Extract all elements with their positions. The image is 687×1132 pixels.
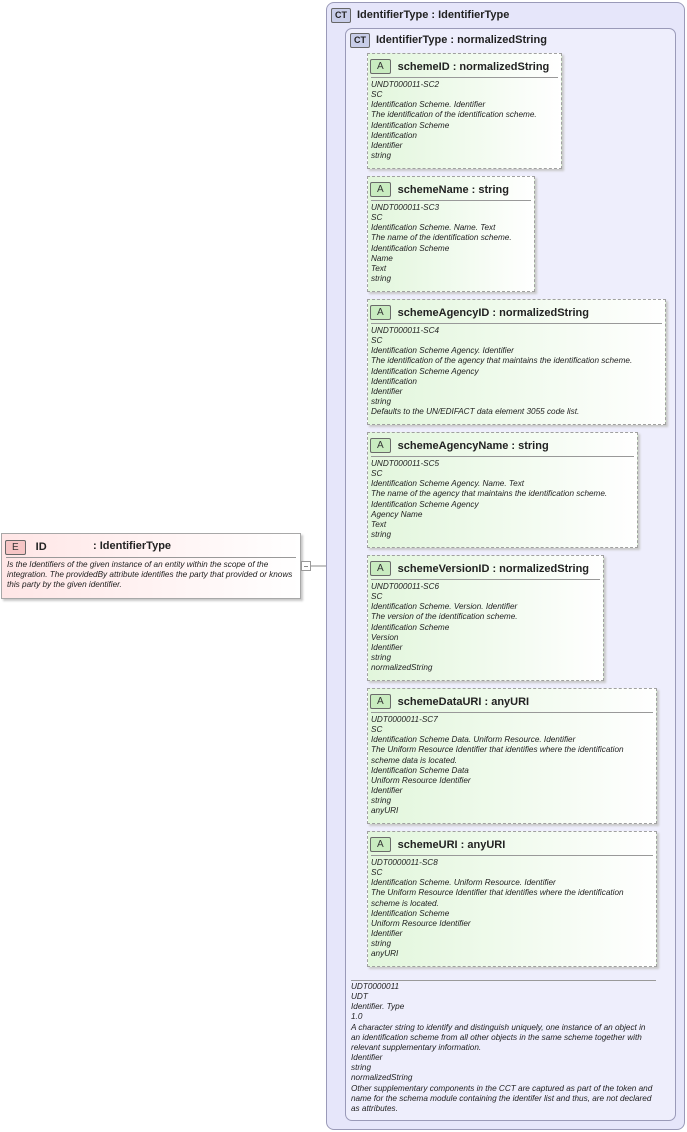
attribute-name: schemeAgencyID : normalizedString <box>397 306 589 319</box>
attribute-scheme-id[interactable] <box>367 53 562 169</box>
attribute-badge: A <box>370 305 391 320</box>
attribute-divider <box>371 77 558 78</box>
attribute-documentation: UNDT000011-SC5 SC Identification Scheme Agency. Name. Text The name of the agency that maintains the identification scheme. Identification Scheme Agency Agency Name Text string <box>371 459 608 540</box>
attribute-documentation: UNDT000011-SC4 SC Identification Scheme Agency. Identifier The identification of the agency that maintains the identification scheme. Identification Scheme Agency Identification Identifier string Defaults to the UN/EDIFACT data element 3055 code list. <box>371 326 633 417</box>
attribute-badge: A <box>370 694 391 709</box>
element-name: ID <box>35 541 47 553</box>
complex-type-outer-title: IdentifierType : IdentifierType <box>357 9 510 21</box>
complex-type-badge: CT <box>350 33 370 48</box>
attribute-name: schemeName : string <box>397 183 509 196</box>
attribute-name: schemeDataURI : anyURI <box>397 695 530 708</box>
element-id-box[interactable] <box>1 533 301 599</box>
attribute-scheme-agency-name[interactable] <box>367 432 638 548</box>
attribute-name: schemeAgencyName : string <box>397 439 549 452</box>
element-type: : IdentifierType <box>93 540 172 552</box>
attribute-name: schemeVersionID : normalizedString <box>397 562 590 575</box>
complex-type-inner-title: IdentifierType : normalizedString <box>376 34 547 46</box>
attribute-divider <box>371 712 653 713</box>
attribute-badge: A <box>370 837 391 852</box>
attribute-scheme-name[interactable] <box>367 176 535 292</box>
attribute-documentation: UNDT000011-SC6 SC Identification Scheme. Version. Identifier The version of the identification scheme. Identification Scheme Version Identifier string normalizedString <box>371 582 518 673</box>
element-divider <box>6 557 296 558</box>
attribute-documentation: UNDT000011-SC2 SC Identification Scheme. Identifier The identification of the identification scheme. Identification Scheme Identification Identifier string <box>371 80 537 161</box>
attribute-scheme-data-uri[interactable] <box>367 688 657 824</box>
attribute-badge: A <box>370 438 391 453</box>
attribute-badge: A <box>370 182 391 197</box>
attribute-scheme-agency-id[interactable] <box>367 299 666 425</box>
complex-type-documentation: UDT0000011 UDT Identifier. Type 1.0 A character string to identify and distinguish uniquely, one instance of an object in an identification scheme from all other objects in the same scheme together with relevant supplementary information. Identifier string normalizedString Other supplementary components in the CCT are captured as part of the token and name for the schema module containing the identifer list and thus, are not declared as attributes. <box>351 980 656 1114</box>
attribute-scheme-uri[interactable] <box>367 831 657 967</box>
attribute-divider <box>371 456 634 457</box>
complex-type-badge: CT <box>331 8 351 23</box>
attribute-badge: A <box>370 561 391 576</box>
attribute-divider <box>371 579 600 580</box>
attribute-name: schemeURI : anyURI <box>397 838 506 851</box>
collapse-toggle-icon[interactable] <box>301 561 311 571</box>
attribute-documentation: UDT0000011-SC8 SC Identification Scheme. Uniform Resource. Identifier The Uniform Resource Identifier that identifies where the identification scheme is located. Identification Scheme Uniform Resource Identifier Identifier string anyURI <box>371 858 624 959</box>
attribute-badge: A <box>370 59 391 74</box>
element-badge: E <box>5 540 26 555</box>
attribute-documentation: UDT0000011-SC7 SC Identification Scheme Data. Uniform Resource. Identifier The Uniform Resource Identifier that identifies where the identification scheme data is located. Identification Scheme Data Uniform Resource Identifier Identifier string anyURI <box>371 715 624 816</box>
element-documentation: Is the Identifiers of the given instance of an entity within the scope of the integration. The providedBy attribute identifies the party that provided or knows this party by the given identifier. <box>7 560 293 589</box>
attribute-divider <box>371 855 653 856</box>
attribute-documentation: UNDT000011-SC3 SC Identification Scheme. Name. Text The name of the identification scheme. Identification Scheme Name Text string <box>371 203 512 284</box>
attribute-scheme-version-id[interactable] <box>367 555 604 681</box>
attribute-name: schemeID : normalizedString <box>397 60 550 73</box>
attribute-divider <box>371 323 662 324</box>
attribute-divider <box>371 200 531 201</box>
